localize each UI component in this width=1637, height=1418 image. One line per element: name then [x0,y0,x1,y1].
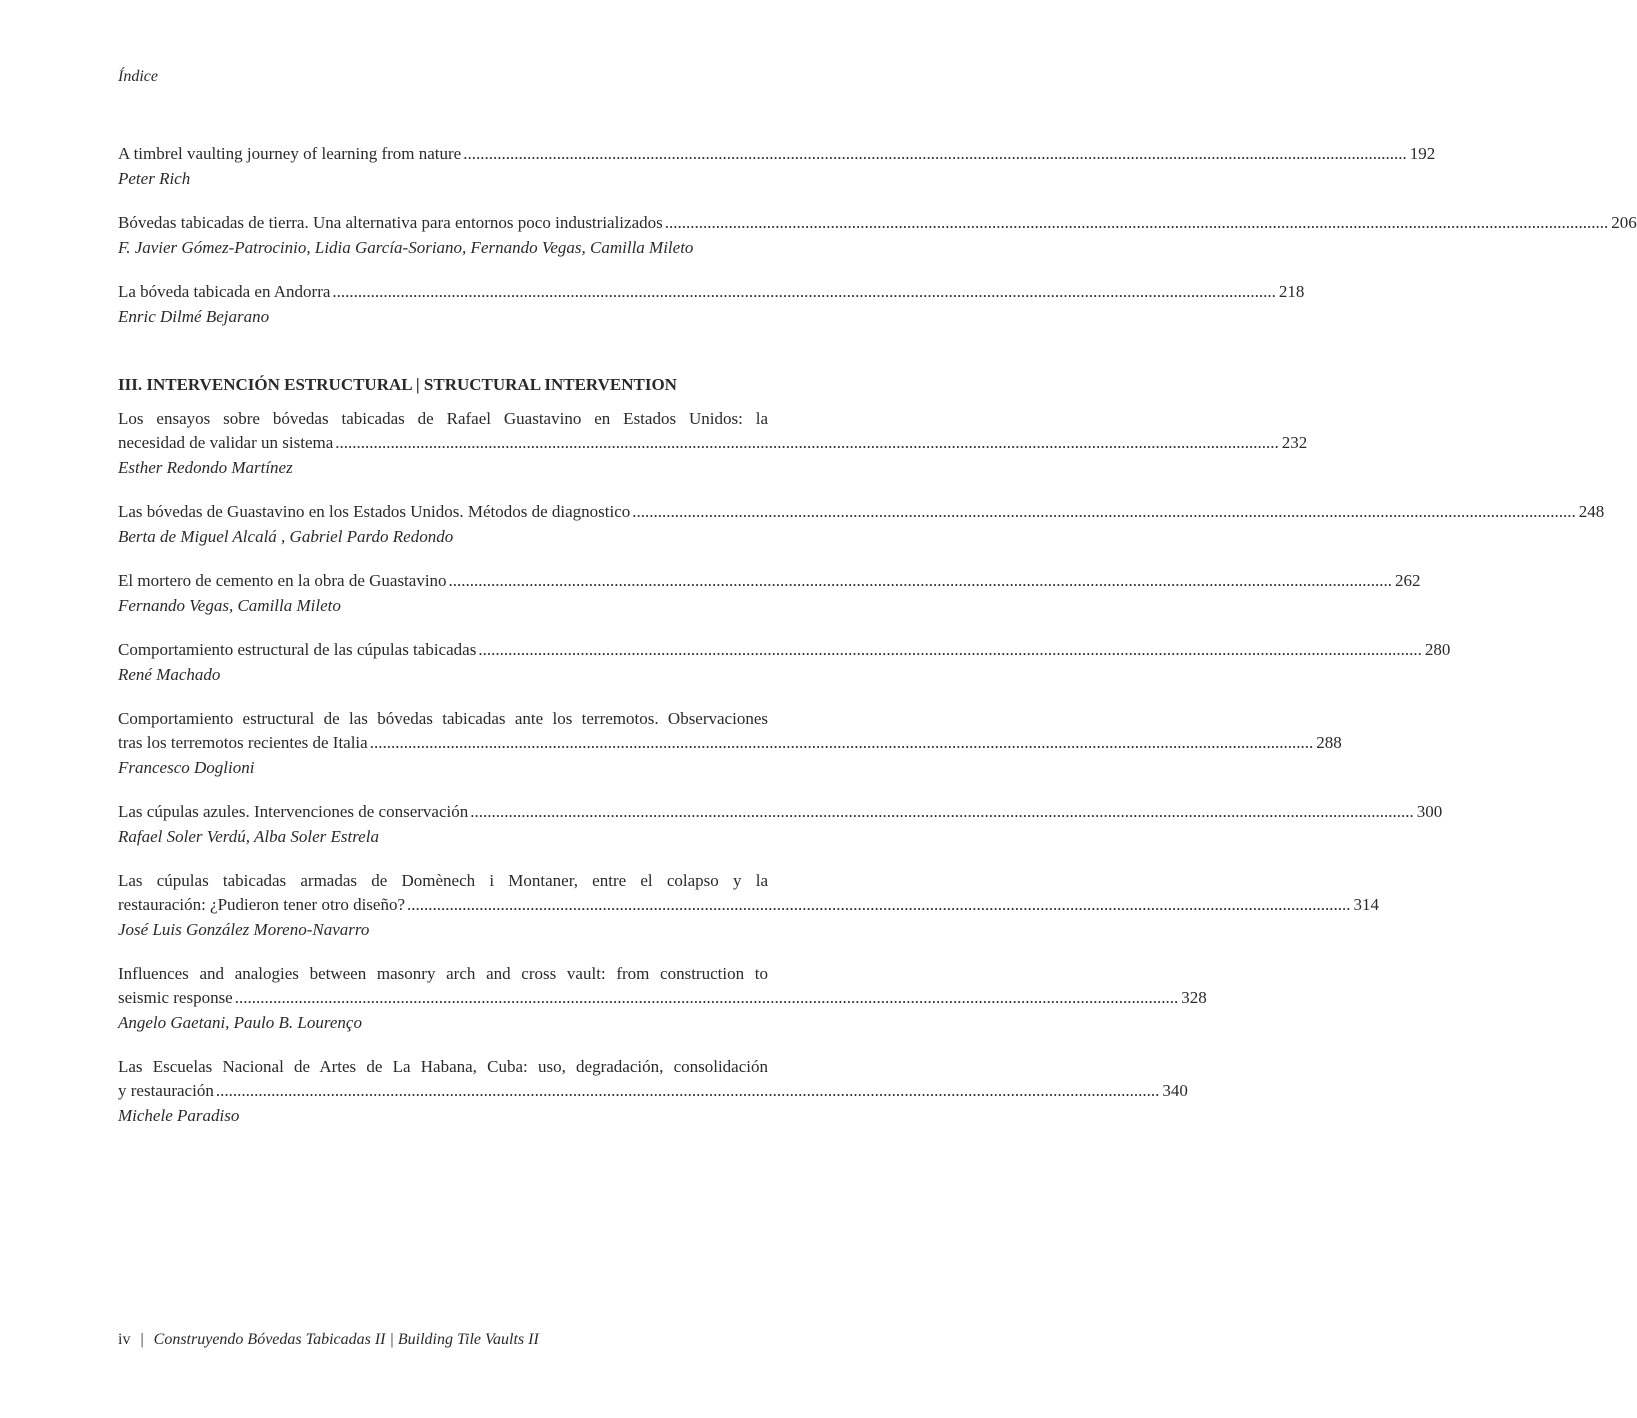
entry-title-row [118,893,1380,917]
toc-entry [118,407,1308,480]
entry-title: El mortero de cemento en la obra de Guastavino [118,571,447,590]
entry-page-number: 328 [1181,988,1207,1007]
entry-title-row [118,800,1443,824]
entry-page-number: 300 [1416,802,1443,821]
entry-title-row [118,1079,1188,1103]
entry-title-row [118,500,1605,524]
entry-title: Comportamiento estructural de las cúpulas tabicadas [118,640,477,659]
toc-entry [118,707,1342,780]
toc-entry [118,962,1207,1035]
dot-leader: .............................................................................................................................................................................................................................. [448,571,1393,590]
entry-title-row [118,731,1342,755]
entry-authors: René Machado [118,665,221,684]
entry-title: Las bóvedas de Guastavino en los Estados Unidos. Métodos de diagnostico [118,502,631,521]
toc-entry [118,869,1380,942]
dot-leader: .............................................................................................................................................................................................................................. [369,733,1314,752]
entry-title: restauración: ¿Pudieron tener otro diseño? [118,895,406,914]
running-head: Índice [118,68,158,85]
entry-page-number: 288 [1316,733,1342,752]
entry-title-line: Las cúpulas tabicadas armadas de Domènech i Montaner, entre el colapso y la [118,871,768,890]
dot-leader: .............................................................................................................................................................................................................................. [632,502,1576,521]
toc-entry [118,569,1421,618]
entry-title: La bóveda tabicada en Andorra [118,282,331,301]
entry-authors: Enric Dilmé Bejarano [118,307,270,326]
dot-leader: .............................................................................................................................................................................................................................. [234,988,1179,1007]
entry-title-row [118,142,1436,166]
toc-entry [118,280,1305,329]
entry-title: Bóvedas tabicadas de tierra. Una alternativa para entornos poco industrializados [118,213,663,232]
toc-entry [118,211,1637,260]
dot-leader: .............................................................................................................................................................................................................................. [335,433,1279,452]
entry-authors: Michele Paradiso [118,1106,240,1125]
entry-title-row [118,431,1308,455]
entry-title-row [118,569,1421,593]
entry-page-number: 340 [1162,1081,1188,1100]
table-of-contents [118,142,1637,1148]
entry-authors: Berta de Miguel Alcalá , Gabriel Pardo Redondo [118,527,454,546]
entry-title: seismic response [118,988,233,1007]
entry-title-line: Influences and analogies between masonry arch and cross vault: from construction to [118,964,768,983]
footer-separator: | [140,1331,144,1348]
entry-page-number: 314 [1353,895,1380,914]
entry-page-number: 232 [1281,433,1308,452]
entry-title: tras los terremotos recientes de Italia [118,733,368,752]
entry-page-number: 248 [1578,502,1605,521]
entry-title-line: Los ensayos sobre bóvedas tabicadas de Rafael Guastavino en Estados Unidos: la [118,409,768,428]
toc-entry [118,638,1451,687]
dot-leader: .............................................................................................................................................................................................................................. [332,282,1276,301]
entry-authors: Francesco Doglioni [118,758,255,777]
dot-leader: .............................................................................................................................................................................................................................. [470,802,1414,821]
toc-entry [118,500,1605,549]
entry-page-number: 280 [1424,640,1451,659]
entry-authors: José Luis González Moreno-Navarro [118,920,370,939]
entry-authors: Peter Rich [118,169,191,188]
entry-page-number: 262 [1395,571,1421,590]
entry-page-number: 218 [1278,282,1305,301]
toc-entry [118,800,1443,849]
entry-title: y restauración [118,1081,214,1100]
toc-entry [118,1055,1188,1128]
entry-title-row [118,986,1207,1010]
page-number: iv [118,1331,131,1348]
entry-title-line: Comportamiento estructural de las bóvedas tabicadas ante los terremotos. Observaciones [118,709,768,728]
section-heading: III. INTERVENCIÓN ESTRUCTURAL | STRUCTURAL INTERVENTION [118,375,677,394]
toc-group-2 [118,407,1605,1128]
dot-leader: .............................................................................................................................................................................................................................. [407,895,1351,914]
entry-title-row [118,211,1637,235]
dot-leader: .............................................................................................................................................................................................................................. [664,213,1609,232]
entry-authors: F. Javier Gómez-Patrocinio, Lidia García-Soriano, Fernando Vegas, Camilla Mileto [118,238,694,257]
entry-title-line: Las Escuelas Nacional de Artes de La Habana, Cuba: uso, degradación, consolidación [118,1057,768,1076]
dot-leader: .............................................................................................................................................................................................................................. [463,144,1407,163]
entry-authors: Esther Redondo Martínez [118,458,293,477]
entry-page-number: 192 [1409,144,1436,163]
entry-page-number: 206 [1611,213,1637,232]
entry-title: Las cúpulas azules. Intervenciones de conservación [118,802,469,821]
entry-authors: Fernando Vegas, Camilla Mileto [118,596,341,615]
entry-title-row [118,280,1305,304]
toc-group-1 [118,142,1637,329]
page-footer [118,1331,539,1349]
entry-authors: Angelo Gaetani, Paulo B. Lourenço [118,1013,362,1032]
dot-leader: .............................................................................................................................................................................................................................. [215,1081,1160,1100]
toc-entry [118,142,1436,191]
entry-title: necesidad de validar un sistema [118,433,334,452]
entry-title: A timbrel vaulting journey of learning from nature [118,144,462,163]
entry-authors: Rafael Soler Verdú, Alba Soler Estrela [118,827,379,846]
dot-leader: .............................................................................................................................................................................................................................. [478,640,1422,659]
book-title: Construyendo Bóvedas Tabicadas II | Building Tile Vaults II [153,1331,539,1348]
entry-title-row [118,638,1451,662]
